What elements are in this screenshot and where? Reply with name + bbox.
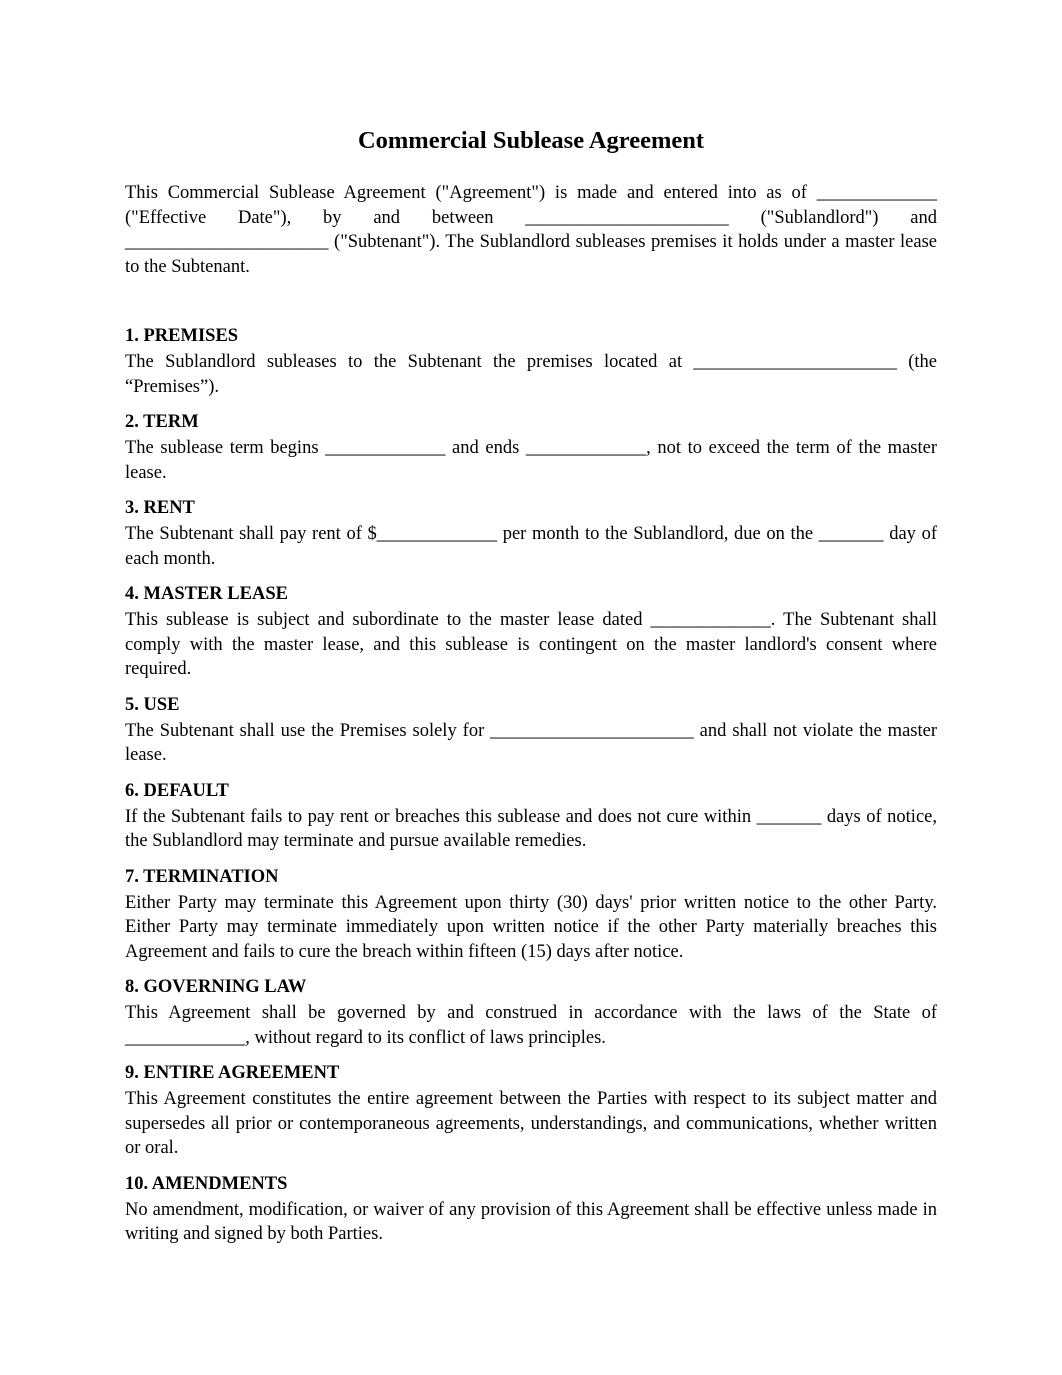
document-page — [125, 125, 937, 1258]
section-heading: 2. TERM — [125, 412, 199, 432]
section-premises — [125, 324, 937, 399]
section-heading: 10. AMENDMENTS — [125, 1173, 288, 1194]
section-body: The Subtenant shall pay rent of $_____________ per month to the Sublandlord, due on the _______ day of each month. — [125, 524, 937, 569]
section-body: This Agreement constitutes the entire agreement between the Parties with respect to its subject matter and supersedes all prior or contemporaneous agreements, understandings, and communications, whether written or oral. — [125, 1089, 937, 1158]
section-entire-agreement — [125, 1061, 937, 1161]
section-heading: 3. RENT — [125, 498, 195, 518]
section-heading: 4. MASTER LEASE — [125, 584, 288, 604]
section-body: The sublease term begins _____________ and ends _____________, not to exceed the term of the master lease. — [125, 438, 937, 483]
section-body: If the Subtenant fails to pay rent or breaches this sublease and does not cure within _______ days of notice, the Sublandlord may terminate and pursue available remedies. — [125, 806, 937, 851]
section-body: This Agreement shall be governed by and construed in accordance with the laws of the State of _____________, without regard to its conflict of laws principles. — [125, 1003, 937, 1048]
section-rent — [125, 496, 937, 571]
sections-list — [125, 324, 937, 1247]
section-amendments — [125, 1172, 937, 1247]
section-heading: 5. USE — [125, 694, 180, 715]
document-title: Commercial Sublease Agreement — [357, 127, 705, 154]
section-governing-law — [125, 975, 937, 1050]
section-master-lease — [125, 582, 937, 682]
section-body: Either Party may terminate this Agreement upon thirty (30) days' prior written notice to the other Party. Either Party may terminate immediately upon written notice if the other Party materially breaches this Agreement and fails to cure the breach within fifteen (15) days after notice. — [125, 892, 937, 962]
section-heading: 1. PREMISES — [125, 326, 239, 346]
section-body: The Subtenant shall use the Premises solely for ______________________ and shall not violate the master lease. — [125, 720, 937, 765]
section-body: This sublease is subject and subordinate to the master lease dated _____________. The Subtenant shall comply with the master lease, and this sublease is contingent on the master landlord's consent where required. — [125, 610, 937, 679]
section-termination — [125, 865, 937, 965]
section-heading: 9. ENTIRE AGREEMENT — [125, 1063, 340, 1083]
section-use — [125, 693, 937, 768]
intro-paragraph: This Commercial Sublease Agreement ("Agreement") is made and entered into as of _____________ ("Effective Date"), by and between ______________________ ("Sublandlord") and ______________________ ("Subtenant"). The Sublandlord subleases premises it holds under a master lease to the Subtenant. — [125, 183, 937, 277]
section-default — [125, 779, 937, 854]
section-body: The Sublandlord subleases to the Subtenant the premises located at ______________________ (the “Premises”). — [125, 352, 937, 397]
section-heading: 8. GOVERNING LAW — [125, 977, 307, 997]
section-body: No amendment, modification, or waiver of any provision of this Agreement shall be effective unless made in writing and signed by both Parties. — [125, 1199, 937, 1244]
section-term — [125, 410, 937, 485]
section-heading: 7. TERMINATION — [125, 866, 279, 887]
section-heading: 6. DEFAULT — [125, 780, 229, 801]
